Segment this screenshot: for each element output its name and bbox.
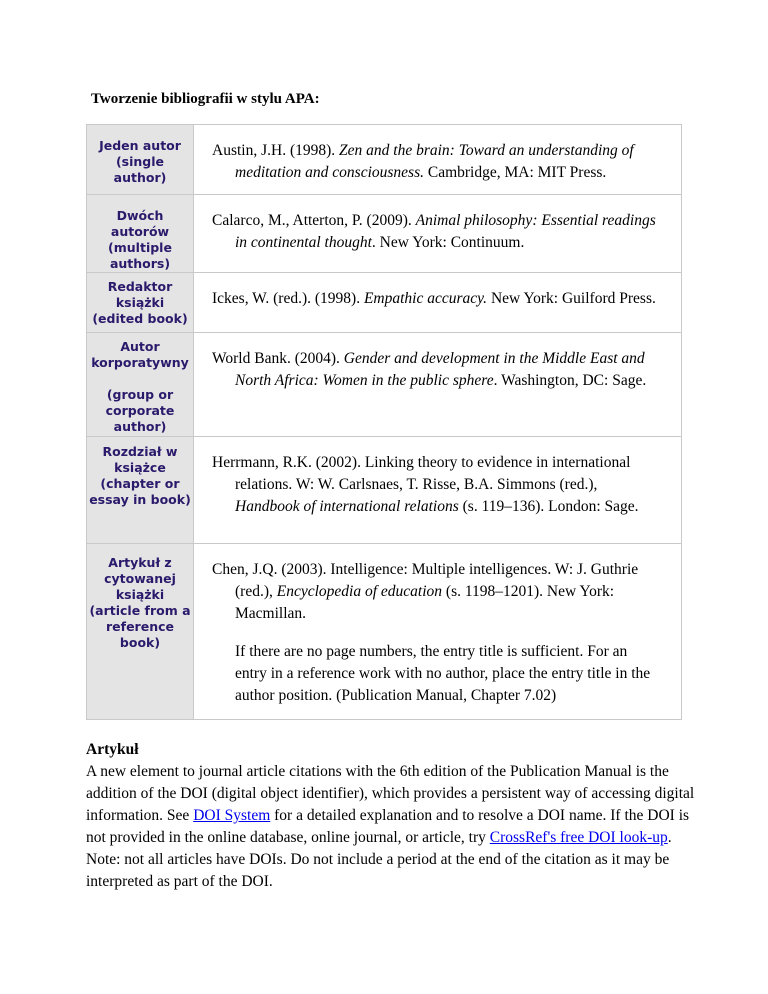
table-row — [87, 125, 682, 195]
row-label-cell — [87, 125, 194, 195]
reference-entry: World Bank. (2004). Gender and development in the Middle East and North Africa: Women in the public sphere. Washington, DC: Sage. — [212, 350, 647, 389]
row-label: Redaktor książki (edited book) — [92, 279, 188, 326]
reference-cell — [194, 333, 682, 437]
section-title: Artykuł — [86, 741, 139, 758]
reference-note: If there are no page numbers, the entry title is sufficient. For an entry in a reference work with no author, place the entry title in the author position. (Publication Manual, Chapter 7.02) — [235, 643, 651, 704]
row-label: Jeden autor (single author) — [99, 138, 181, 185]
reference-entry: Austin, J.H. (1998). Zen and the brain: Toward an understanding of meditation and consciousness. Cambridge, MA: MIT Press. — [212, 142, 634, 181]
paragraph-text: for a detailed explanation and to resolve a DOI name. If the DOI is not provided in the online database, online journal, or article, try — [86, 807, 690, 846]
reference-cell — [194, 273, 682, 333]
table-row — [87, 333, 682, 437]
paragraph-text: . Note: not all articles have DOIs. Do not include a period at the end of the citation as it may be interpreted as part of the DOI. — [86, 829, 672, 890]
apa-examples-table — [86, 124, 682, 720]
reference-cell — [194, 125, 682, 195]
paragraph-text: A new element to journal article citations with the 6th edition of the Publication Manual is the addition of the DOI (digital object identifier), which provides a persistent way of accessing digital information. See — [86, 763, 695, 824]
row-label-cell — [87, 333, 194, 437]
table-row — [87, 273, 682, 333]
reference-cell — [194, 437, 682, 544]
crossref-doi-lookup-link[interactable]: CrossRef's free DOI look-up — [489, 829, 668, 846]
article-section — [86, 739, 696, 893]
page-heading: Tworzenie bibliografii w stylu APA: — [91, 91, 320, 107]
reference-cell — [194, 544, 682, 720]
row-label-cell — [87, 195, 194, 273]
row-label-sub: (group or corporate author) — [105, 387, 175, 434]
row-label: Autor korporatywny — [91, 339, 189, 370]
row-label-cell — [87, 437, 194, 544]
doi-system-link[interactable]: DOI System — [193, 807, 271, 824]
row-label-cell — [87, 273, 194, 333]
reference-entry: Calarco, M., Atterton, P. (2009). Animal philosophy: Essential readings in continental thought. New York: Continuum. — [212, 212, 656, 251]
row-label: Rozdział w książce (chapter or essay in book) — [89, 444, 191, 507]
row-label-cell — [87, 544, 194, 720]
reference-cell — [194, 195, 682, 273]
table-row — [87, 544, 682, 720]
row-label: Artykuł z cytowanej książki (article from a reference book) — [89, 555, 191, 650]
table-row — [87, 437, 682, 544]
reference-entry: Chen, J.Q. (2003). Intelligence: Multiple intelligences. W: J. Guthrie (red.), Encyclopedia of education (s. 1198–1201). New York: Macmillan. — [212, 561, 639, 622]
row-label: Dwóch autorów (multiple authors) — [108, 208, 172, 271]
reference-entry: Herrmann, R.K. (2002). Linking theory to evidence in international relations. W: W. Carlsnaes, T. Risse, B.A. Simmons (red.), Handbook of international relations (s. 119–136). London: Sage. — [212, 454, 639, 515]
table-row — [87, 195, 682, 273]
reference-entry: Ickes, W. (red.). (1998). Empathic accuracy. New York: Guilford Press. — [212, 290, 656, 307]
